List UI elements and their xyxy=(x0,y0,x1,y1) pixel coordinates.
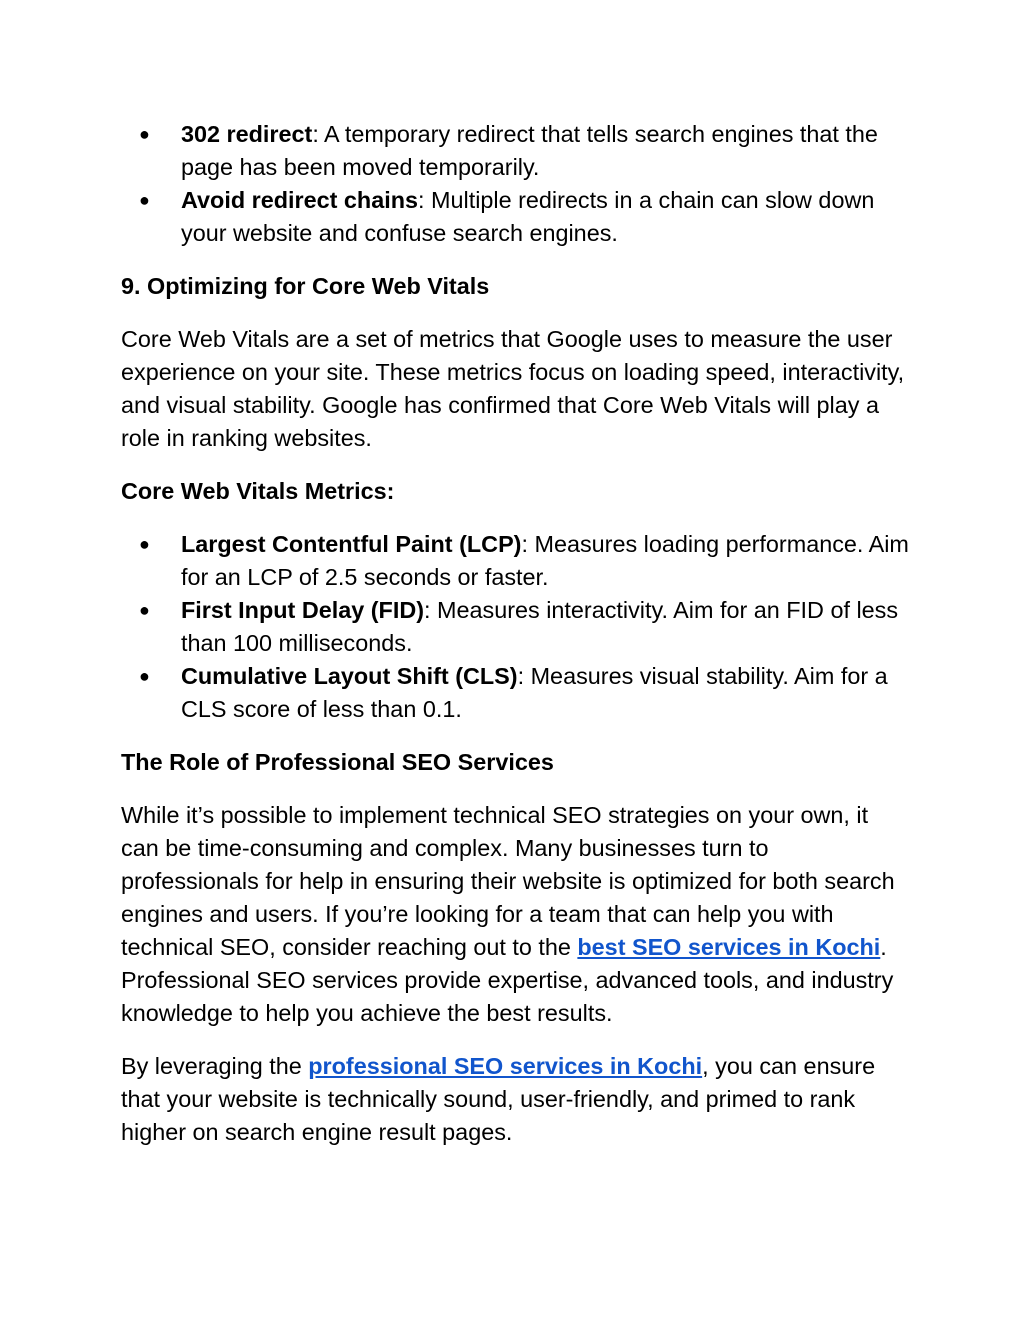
redirect-list xyxy=(121,118,911,250)
professional-seo-services-link[interactable]: professional SEO services in Kochi xyxy=(308,1053,703,1079)
document-page xyxy=(121,118,911,1149)
section-heading-core-web-vitals: 9. Optimizing for Core Web Vitals xyxy=(121,273,490,299)
role-p1-text-before: While it’s possible to implement technical SEO strategies on your own, it can be time-consuming and complex. Many businesses turn to professionals for help in ensuring their website is optimized for both search engines and users. If you’re looking for a team that can help you with technical SEO, consider reaching out to the xyxy=(121,802,895,960)
list-item-desc: : A temporary redirect that tells search engines that the page has been moved temporarily. xyxy=(181,121,878,180)
list-item-desc: : Measures interactivity. Aim for an FID of less than 100 milliseconds. xyxy=(181,597,899,656)
role-paragraph-2 xyxy=(121,1050,911,1149)
list-item xyxy=(121,594,911,660)
role-heading: The Role of Professional SEO Services xyxy=(121,749,554,775)
list-item xyxy=(121,660,911,726)
list-item-desc: : Measures loading performance. Aim for an LCP of 2.5 seconds or faster. xyxy=(181,531,909,590)
bullet-icon: ● xyxy=(139,534,150,554)
list-item-term: Largest Contentful Paint (LCP) xyxy=(181,531,522,557)
role-p2-text-before: By leveraging the xyxy=(121,1053,309,1079)
list-item-term: Avoid redirect chains xyxy=(181,187,419,213)
bullet-icon: ● xyxy=(139,600,150,620)
metrics-list xyxy=(121,528,911,726)
bullet-icon: ● xyxy=(139,190,150,210)
role-paragraph-1 xyxy=(121,799,911,1030)
role-p1-text-after: . Professional SEO services provide expertise, advanced tools, and industry knowledge to help you achieve the best results. xyxy=(121,934,894,1026)
role-p2-text-after: , you can ensure that your website is technically sound, user-friendly, and primed to rank higher on search engine result pages. xyxy=(121,1053,876,1145)
bullet-icon: ● xyxy=(139,124,150,144)
core-web-vitals-paragraph: Core Web Vitals are a set of metrics that Google uses to measure the user experience on your site. These metrics focus on loading speed, interactivity, and visual stability. Google has confirmed that Core Web Vitals will play a role in ranking websites. xyxy=(121,326,905,451)
list-item-desc: : Measures visual stability. Aim for a CLS score of less than 0.1. xyxy=(181,663,888,722)
list-item-term: First Input Delay (FID) xyxy=(181,597,425,623)
list-item-desc: : Multiple redirects in a chain can slow down your website and confuse search engines. xyxy=(181,187,875,246)
best-seo-services-link[interactable]: best SEO services in Kochi xyxy=(577,934,881,960)
bullet-icon: ● xyxy=(139,666,150,686)
list-item-term: 302 redirect xyxy=(181,121,313,147)
metrics-heading: Core Web Vitals Metrics: xyxy=(121,478,395,504)
list-item xyxy=(121,184,911,250)
list-item xyxy=(121,118,911,184)
list-item xyxy=(121,528,911,594)
list-item-term: Cumulative Layout Shift (CLS) xyxy=(181,663,518,689)
